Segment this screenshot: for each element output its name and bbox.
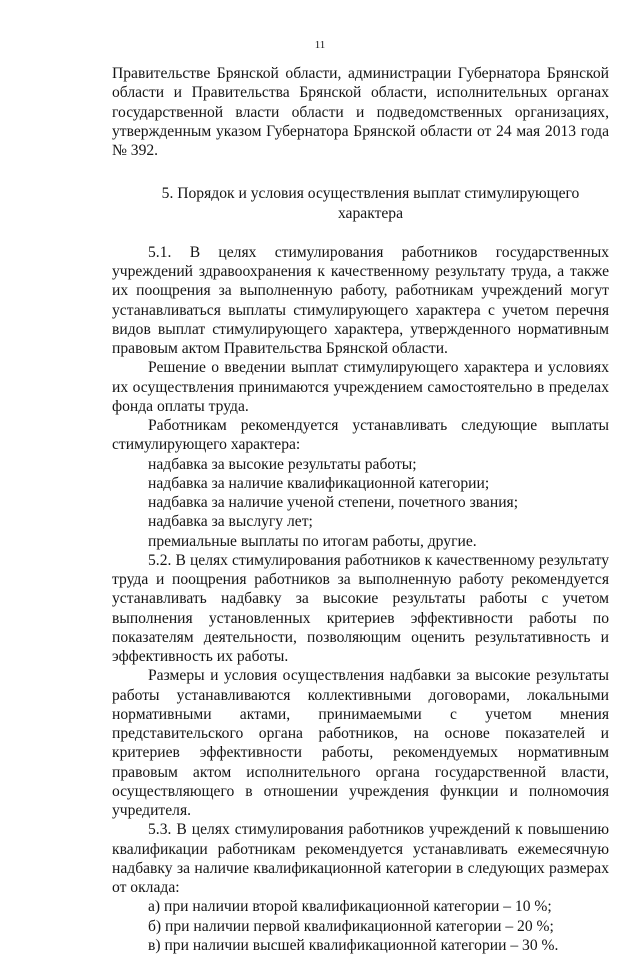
list-item: надбавка за высокие результаты работы;: [148, 455, 417, 473]
paragraph-5-1: 5.1. В целях стимулирования работников государственных учреждений здравоохранения к качественному результату труда, а также их поощрения за выполненную работу, работникам учреждений могут устанавливаться выплаты стимулирующего характера с учетом перечня видов выплат стимулирующего характера, утвержденного нормативным правовым актом Правительства Брянской области.: [112, 243, 609, 357]
category-item: а) при наличии второй квалификационной категории – 10 %;: [148, 898, 552, 916]
category-item: б) при наличии первой квалификационной категории – 20 %;: [148, 917, 554, 935]
page-number: 11: [314, 39, 326, 51]
paragraph-sizes: Размеры и условия осуществления надбавки за высокие результаты работы устанавливаются коллективными договорами, локальными нормативными актами, принимаемыми с учетом мнения представительского органа работников, на основе показателей и критериев эффективности работы, рекомендуемых нормативным правовым актом исполнительного органа государственной власти, осуществляющего в отношении учреждения функции и полномочия учредителя.: [112, 667, 609, 819]
list-item: премиальные выплаты по итогам работы, другие.: [148, 532, 477, 550]
paragraph-5-2: 5.2. В целях стимулирования работников к качественному результату труда и поощрения работников за выполненную работу рекомендуется устанавливать надбавку за высокие результаты работы с учетом выполнения установленных критериев эффективности работы по показателям деятельности, позволяющим оценить результативность и эффективность их работы.: [112, 551, 609, 665]
paragraph-decision: Решение о введении выплат стимулирующего характера и условиях их осуществления принимаются учреждением самостоятельно в пределах фонда оплаты труда.: [112, 359, 609, 415]
document-body: [112, 64, 609, 955]
category-item: в) при наличии высшей квалификационной категории – 30 %.: [148, 936, 559, 954]
list-item: надбавка за наличие ученой степени, почетного звания;: [148, 494, 519, 511]
intro-paragraph: Правительстве Брянской области, администрации Губернатора Брянской области и Правительства Брянской области, исполнительных органах государственной власти области и подведомственных организациях, утвержденным указом Губернатора Брянской области от 24 мая 2013 года № 392.: [112, 65, 609, 159]
paragraph-recommended: Работникам рекомендуется устанавливать следующие выплаты стимулирующего характера:: [112, 417, 609, 454]
paragraph-5-3: 5.3. В целях стимулирования работников учреждений к повышению квалификации работникам рекомендуется устанавливать ежемесячную надбавку за наличие квалификационной категории в следующих размерах от оклада:: [112, 821, 609, 896]
section-heading: 5. Порядок и условия осуществления выплат стимулирующего характера: [161, 185, 580, 222]
list-item: надбавка за наличие квалификационной категории;: [148, 474, 490, 492]
list-item: надбавка за выслугу лет;: [148, 513, 313, 531]
